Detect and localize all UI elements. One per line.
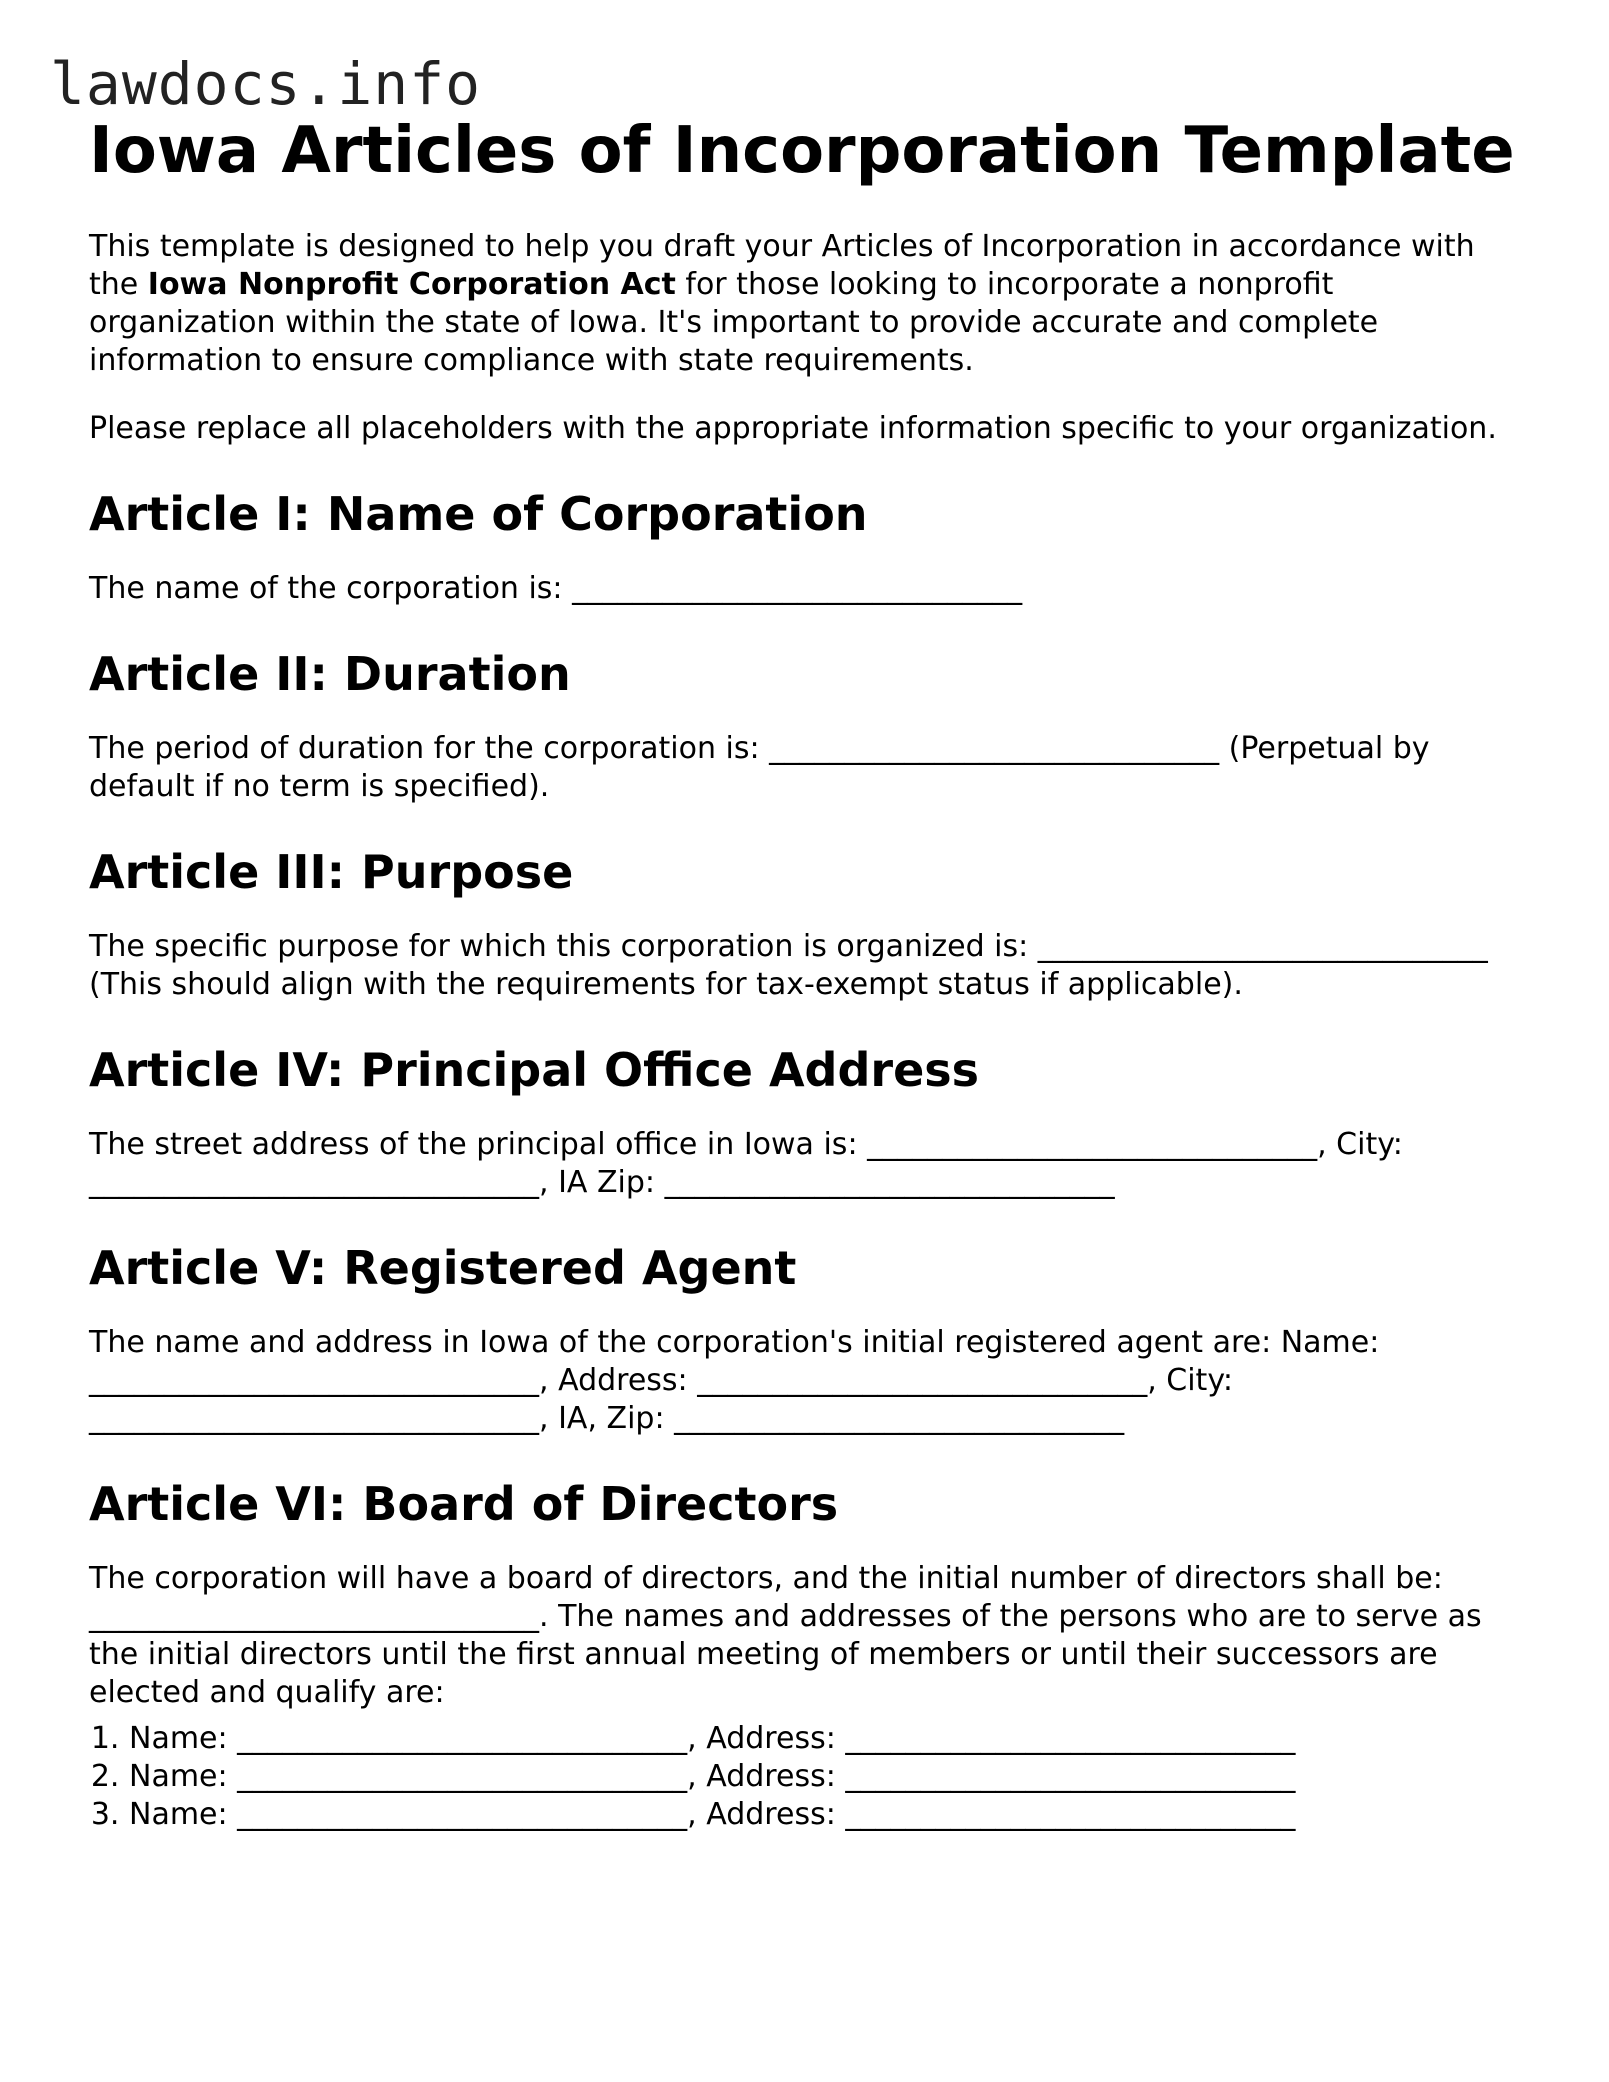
article-2-label: The period of duration for the corporation is: xyxy=(89,731,770,766)
purpose-blank: ______________________________ xyxy=(1037,929,1488,964)
article-2-text xyxy=(89,730,1529,806)
office-city-blank: ______________________________ xyxy=(89,1165,539,1200)
intro-text-end: for those looking to incorporate a nonprofit organization within the state of Iowa. It's important to provide accurate and complete information to ensure compliance with state requirements. xyxy=(89,267,1379,378)
office-zip-blank: ______________________________ xyxy=(664,1165,1115,1200)
director-address-blank: ______________________________ xyxy=(845,1759,1296,1794)
director-item xyxy=(129,1796,1529,1834)
article-6-text xyxy=(89,1560,1529,1712)
agent-zip-label: , IA, Zip: xyxy=(539,1401,675,1436)
director-address-blank: ______________________________ xyxy=(845,1721,1296,1756)
article-3-label: The specific purpose for which this corporation is organized is: xyxy=(89,929,1038,964)
article-2-heading: Article II: Duration xyxy=(89,647,571,701)
duration-blank: ______________________________ xyxy=(769,731,1220,766)
director-name-blank: ______________________________ xyxy=(237,1759,688,1794)
article-1-heading: Article I: Name of Corporation xyxy=(89,487,868,541)
article-2-note: (Perpetual by default if no term is specified). xyxy=(89,731,1430,804)
agent-zip-blank: ______________________________ xyxy=(674,1401,1125,1436)
article-5-heading: Article V: Registered Agent xyxy=(89,1241,797,1295)
article-5-text xyxy=(89,1324,1529,1438)
directors-count-blank: ______________________________ xyxy=(89,1599,539,1634)
agent-address-blank: ______________________________ xyxy=(697,1363,1148,1398)
director-name-blank: ______________________________ xyxy=(237,1797,688,1832)
article-3-note: (This should align with the requirements for tax-exempt status if applicable). xyxy=(89,967,1243,1002)
intro-paragraph xyxy=(89,228,1529,380)
agent-city-blank: ______________________________ xyxy=(89,1401,539,1436)
corporation-name-blank: ______________________________ xyxy=(572,571,1023,606)
director-address-label: , Address: xyxy=(687,1797,846,1832)
article-1-text xyxy=(89,570,1529,608)
director-name-blank: ______________________________ xyxy=(237,1721,688,1756)
article-1-label: The name of the corporation is: xyxy=(89,571,573,606)
article-3-text xyxy=(89,928,1529,1004)
act-name: Iowa Nonprofit Corporation Act xyxy=(147,267,676,302)
page-title: Iowa Articles of Incorporation Template xyxy=(89,114,1515,188)
watermark-logo: lawdocs.info xyxy=(50,50,482,118)
office-city-label: , City: xyxy=(1317,1127,1403,1162)
document-body xyxy=(89,112,1529,1834)
office-street-blank: ______________________________ xyxy=(867,1127,1318,1162)
article-4-text xyxy=(89,1126,1529,1202)
director-address-label: , Address: xyxy=(687,1721,846,1756)
article-6-heading: Article VI: Board of Directors xyxy=(89,1477,839,1531)
director-name-label: Name: xyxy=(129,1797,238,1832)
article-6-label: The corporation will have a board of directors, and the initial number of directors shall be: xyxy=(89,1561,1443,1596)
agent-name-blank: ______________________________ xyxy=(89,1363,539,1398)
intro-text-start: This template is designed to help you draft your Articles of Incorporation in accordance with the xyxy=(89,229,1475,302)
director-item xyxy=(129,1720,1529,1758)
article-6-note: . The names and addresses of the persons who are to serve as the initial directors until the first annual meeting of members or until their successors are elected and qualify are: xyxy=(89,1599,1482,1710)
director-name-label: Name: xyxy=(129,1721,238,1756)
instruction-paragraph: Please replace all placeholders with the appropriate information specific to your organization. xyxy=(89,411,1497,446)
article-4-label: The street address of the principal office in Iowa is: xyxy=(89,1127,868,1162)
director-address-blank: ______________________________ xyxy=(845,1797,1296,1832)
director-address-label: , Address: xyxy=(687,1759,846,1794)
agent-address-label: , Address: xyxy=(539,1363,698,1398)
director-name-label: Name: xyxy=(129,1759,238,1794)
directors-list xyxy=(89,1720,1529,1834)
agent-city-label: , City: xyxy=(1147,1363,1233,1398)
article-3-heading: Article III: Purpose xyxy=(89,845,574,899)
director-item xyxy=(129,1758,1529,1796)
article-4-heading: Article IV: Principal Office Address xyxy=(89,1043,980,1097)
article-5-label: The name and address in Iowa of the corporation's initial registered agent are: Name: xyxy=(89,1325,1380,1360)
office-zip-label: , IA Zip: xyxy=(539,1165,665,1200)
